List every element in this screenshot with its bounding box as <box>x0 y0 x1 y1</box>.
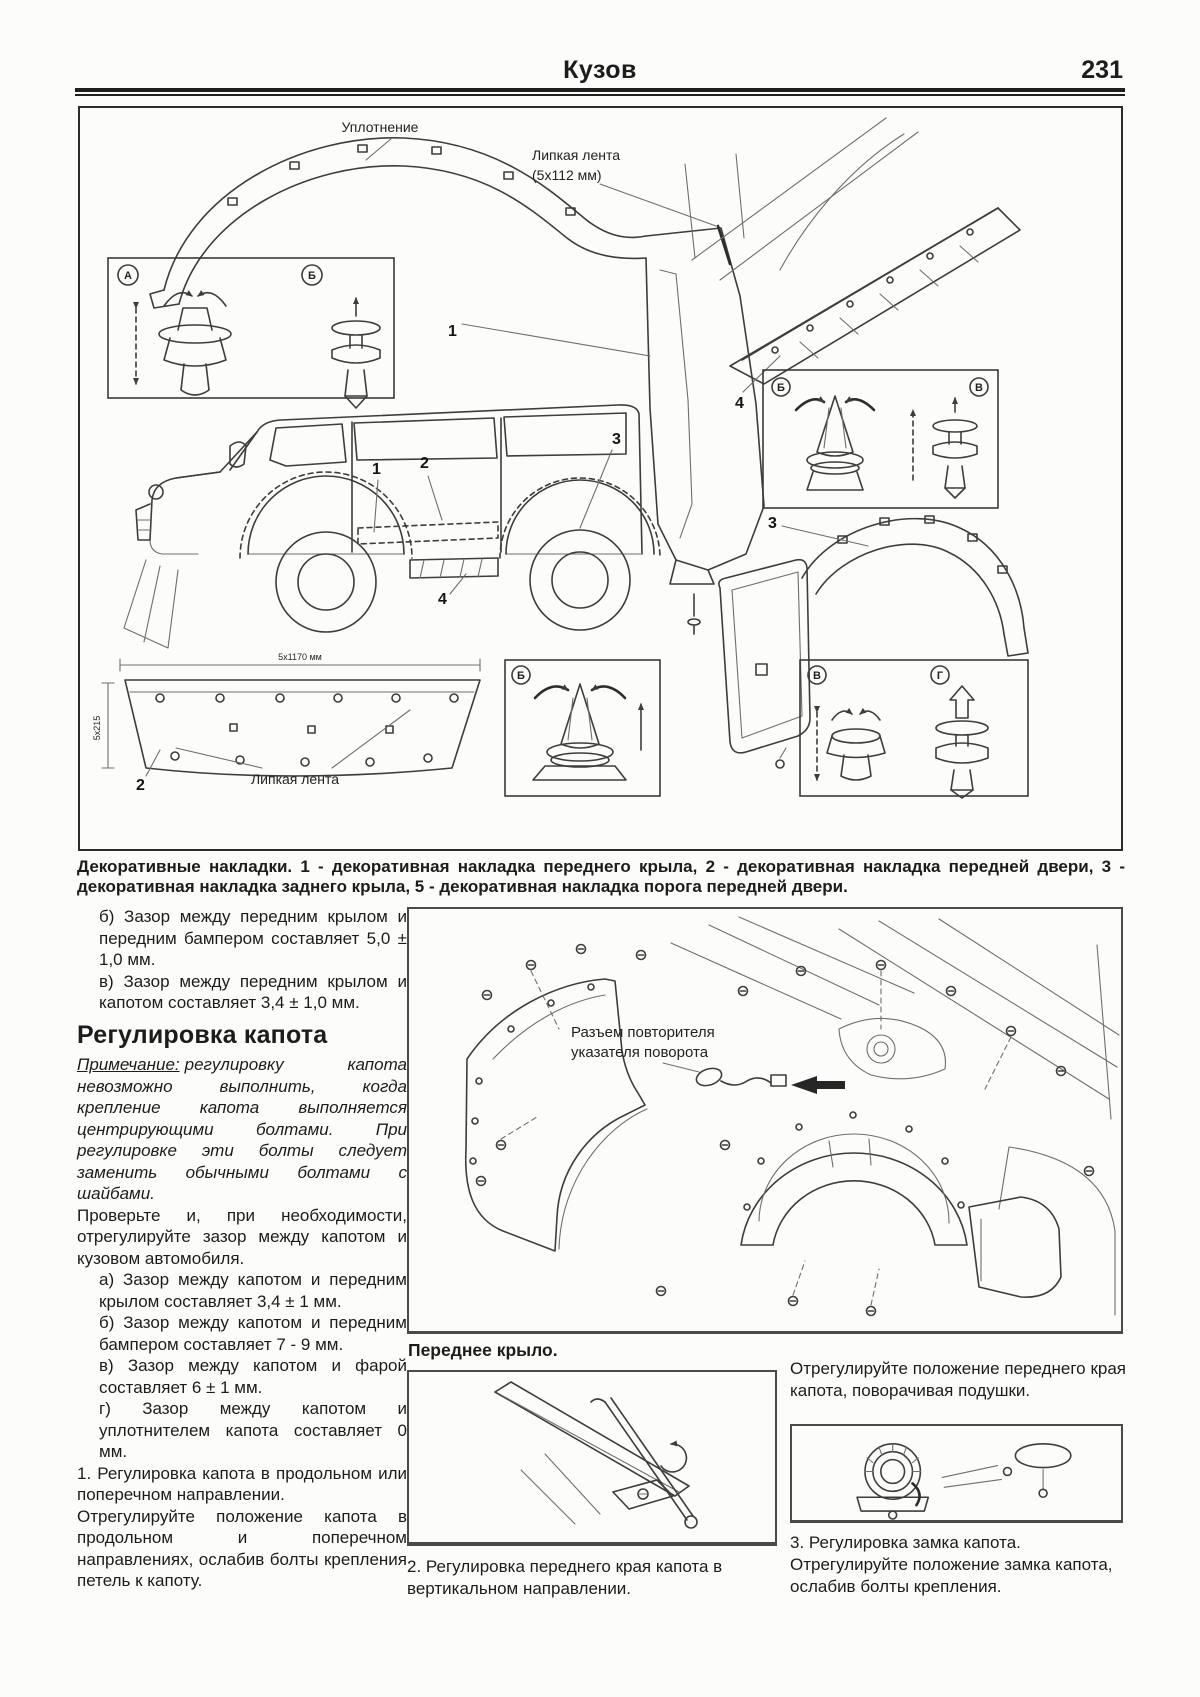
step-1-heading: 1. Регулировка капота в продольном или поперечном направлении. <box>77 1463 407 1504</box>
hood-lock-art <box>792 1426 1121 1520</box>
figure-front-fender <box>407 907 1123 1334</box>
note-paragraph <box>77 1054 407 1205</box>
car-callout-3: 3 <box>612 431 621 448</box>
strip-callout-2: 2 <box>136 777 145 794</box>
clip-letter-a: А <box>124 270 132 282</box>
figure-hood-front-edge <box>407 1370 777 1546</box>
strip-height-dim: 5х215 <box>92 715 102 741</box>
callout-4: 4 <box>735 395 744 412</box>
clip-box-a <box>108 258 394 408</box>
figure-caption-hood-lock <box>790 1532 1128 1598</box>
clip-letter-v2: В <box>813 670 821 682</box>
sill-trim-drawing <box>685 118 1020 392</box>
bolts <box>477 945 1094 1316</box>
gap-item-front-bumper: б) Зазор между передним крылом и передним бампером составляет 5,0 ± 1,0 мм. <box>99 907 407 969</box>
hood-lock-caption-text: Отрегулируйте положение замка капота, ослабив болты крепления. <box>790 1555 1113 1596</box>
clip-box-bottom-mid <box>505 660 660 796</box>
quarter-callout-3: 3 <box>768 515 777 532</box>
strip-tape-label: Липкая лента <box>250 771 340 787</box>
hood-gap-b: б) Зазор между капотом и передним бампером составляет 7 - 9 мм. <box>99 1313 407 1354</box>
body-sketch-lines <box>671 917 1119 1315</box>
figure-caption-hood-front-edge: 2. Регулировка переднего края капота в вертикальном направлении. <box>407 1557 723 1598</box>
clip-letter-b2: Б <box>777 382 785 394</box>
quarter-trim-drawing <box>719 516 1028 768</box>
pointer-arrow <box>791 1076 845 1094</box>
hood-gap-v: в) Зазор между капотом и фарой составляет 6 ± 1 мм. <box>99 1356 407 1397</box>
hood-gap-g: г) Зазор между капотом и уплотнителем капота составляет 0 мм. <box>99 1399 407 1461</box>
note-label: Примечание: <box>77 1055 180 1074</box>
hood-front-edge-art <box>409 1372 775 1542</box>
connector-label-line2: указателя поворота <box>571 1044 709 1061</box>
clip-box-mid <box>763 370 998 508</box>
car-callout-4: 4 <box>438 591 447 608</box>
assembly-leaders <box>501 971 1011 1305</box>
callout-1: 1 <box>448 323 457 340</box>
note-text: регулировку капота невозможно выполнить, когда крепление капота выполняется центрирующими болтами. При регулировке эти болты следует заменить обычными болтами с шайбами. <box>77 1055 407 1203</box>
wheelhouse-liner-drawing <box>741 1112 967 1245</box>
check-paragraph: Проверьте и, при необходимости, отрегулируйте зазор между капотом и кузовом автомобиля. <box>77 1205 407 1268</box>
car-callout-1: 1 <box>372 461 381 478</box>
page-number: 231 <box>1081 56 1123 84</box>
gap-item-hood: в) Зазор между передним крылом и капотом составляет 3,4 ± 1,0 мм. <box>99 971 407 1012</box>
car-side-view <box>124 405 660 648</box>
section-heading-hood-adjust: Регулировка капота <box>77 1020 328 1049</box>
header-rule <box>75 88 1125 96</box>
clip-letter-b: Б <box>308 270 316 282</box>
connector-leader <box>663 1063 699 1072</box>
mud-guard-drawing <box>969 1197 1061 1297</box>
fender-panel-drawing <box>466 979 647 1251</box>
adjust-paragraph: Отрегулируйте положение капота в продольном и поперечном направлениях, ослабив болты крепления петель к капоту. <box>77 1506 407 1590</box>
clip-letter-b3: Б <box>517 670 525 682</box>
tape-label: Липкая лента <box>532 147 621 163</box>
figure-caption-decorative-trim: Декоративные накладки. 1 - декоративная накладка переднего крыла, 2 - декоративная накладка передней двери, 3 - декоративная накладка заднего крыла, 5 - декоративная накладка порога передней двери. <box>77 857 1125 896</box>
clip-letter-v: В <box>975 382 983 394</box>
turn-signal-connector-drawing <box>694 1065 786 1088</box>
hood-front-edge-paragraph: Отрегулируйте положение переднего края капота, поворачивая подушки. <box>790 1359 1126 1400</box>
seal-label: Уплотнение <box>341 119 419 135</box>
car-callout-2: 2 <box>420 455 429 472</box>
tape-size-label: (5х112 мм) <box>532 167 602 183</box>
strip-width-dim: 5х1170 мм <box>278 652 322 662</box>
clip-box-bottom-right <box>800 660 1028 798</box>
left-text-column <box>77 906 407 1592</box>
connector-label-line1: Разъем повторителя <box>571 1024 715 1041</box>
figure-decorative-trim <box>78 106 1123 851</box>
clip-letter-g: Г <box>936 670 944 682</box>
figure-hood-lock <box>790 1424 1123 1523</box>
hood-lock-caption-title: 3. Регулировка замка капота. <box>790 1533 1021 1552</box>
decorative-trim-art <box>80 108 1121 849</box>
figure-caption-front-fender: Переднее крыло. <box>408 1340 558 1360</box>
front-fender-art <box>409 909 1121 1331</box>
hood-gap-a: а) Зазор между капотом и передним крылом составляет 3,4 ± 1 мм. <box>99 1270 407 1311</box>
door-strip-drawing <box>102 659 480 776</box>
page-title: Кузов <box>563 56 637 84</box>
